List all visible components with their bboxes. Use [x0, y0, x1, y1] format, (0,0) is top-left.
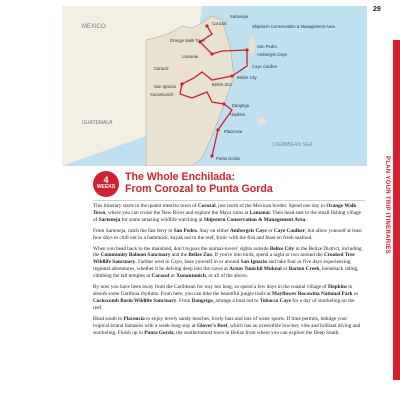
map-corozal: Corozal [212, 21, 227, 26]
itinerary-title [125, 171, 273, 195]
place-name: Cockscomb Basin Wildlife Sanctuary [93, 297, 177, 304]
text-run: . From [176, 297, 192, 304]
place-name: Orange Walk Town [93, 203, 357, 216]
text-run: and the [170, 252, 189, 259]
text-run: . If you're into birds, spend a night or two around the [211, 252, 324, 259]
text-run: to enjoy lovely sandy beaches, lively bars and lots of water sports. If time permits, indulge your tropical-island fantasies with a week-long stay at [93, 315, 348, 329]
text-run: , arrange a boat out to [212, 297, 260, 304]
text-run: , which has an irresistible low-key vibe and brilliant diving and snorkeling. Finish up in [93, 322, 361, 336]
text-run: When you head back to the mainland, don't bypass the animal-lovers' sights outside [93, 245, 270, 252]
stop-san-pedro [245, 48, 248, 51]
map-orange-walk: Orange Walk Town [170, 38, 206, 43]
paragraph-2 [93, 228, 365, 242]
map-ambergris: Ambergris Caye [257, 52, 288, 57]
stop-san-ignacio [180, 82, 183, 85]
map-xunantunich: Xunantunich [150, 92, 174, 97]
paragraph-1 [93, 203, 365, 224]
place-name: Placencia [123, 315, 145, 322]
place-name: Tobacco Caye [259, 297, 291, 304]
place-name: Sarteneja [98, 216, 121, 223]
place-name: Shipstern Conservation & Management Area [203, 216, 306, 223]
text-run: . Then head east to the small fishing village of [93, 209, 362, 223]
label-mexico: MEXICO [82, 24, 106, 30]
place-name: Glover's Reef [196, 322, 228, 329]
text-run: and take four or five days experiencing regional adventures, whether it be delving deep into the caves at [93, 259, 351, 273]
place-name: Community Baboon Sanctuary [100, 252, 171, 259]
stop-belize-city [230, 74, 233, 77]
text-run: From Sarteneja, catch the fast ferry to [93, 227, 174, 234]
map-san-ignacio: San Ignacio [154, 84, 177, 89]
text-run: . Farther west in Cayo, base yourself in or around [135, 259, 241, 266]
place-name: Mayflower Bocawina National Park [272, 290, 353, 297]
stop-punta-gorda [210, 154, 213, 157]
text-run: , just north of the Mexican border. Spend one day in [215, 203, 327, 209]
text-run: , where you can cruise the New River and explore the Maya ruins at [105, 209, 250, 216]
map-sarteneja: Sarteneja [230, 14, 248, 19]
place-name: Crooked Tree Wildlife Sanctuary [93, 252, 355, 266]
glovers-reef-shape [257, 118, 267, 124]
itinerary-body [93, 203, 365, 340]
map-san-pedro: San Pedro [257, 44, 277, 49]
text-run: or [352, 290, 359, 297]
paragraph-3 [93, 246, 365, 281]
place-name: Corozal [197, 203, 216, 209]
map-lamanai: Lamanai [182, 54, 199, 59]
text-run: , the southernmost town in Belize from where you can explore the Deep South. [173, 329, 340, 336]
place-name: Xunantunich [176, 273, 206, 280]
map-shipstern: Shipstern Conservation & Management Area [252, 24, 335, 29]
paragraph-4 [93, 284, 365, 312]
place-name: San Ignacio [240, 259, 268, 266]
title-divider [93, 200, 365, 201]
text-run: . Stay on either [196, 227, 230, 234]
place-name: Caye Caulker [273, 227, 305, 234]
text-run: or [169, 273, 177, 280]
map-zoo: Belize Zoo [212, 82, 232, 87]
text-run: Head south to [93, 315, 124, 322]
text-run: for some amazing wildlife watching at [120, 216, 204, 223]
stop-placencia [216, 128, 219, 131]
map-placencia: Placencia [224, 129, 243, 134]
badge-number: 4 [103, 175, 109, 185]
place-name: Ambergris Caye [229, 227, 267, 234]
place-name: Caracol [151, 273, 170, 280]
text-run: This itinerary starts in the quaint mestizo town of [93, 203, 198, 209]
itinerary-map [62, 6, 367, 166]
map-hopkins: Hopkins [230, 112, 246, 117]
place-name: Belize City [269, 245, 295, 252]
page-number: 29 [373, 6, 381, 13]
text-run: By now you have been away from the Caribbean for way too long, so spend a few days in the coastal village of [93, 284, 329, 291]
map-punta-gorda: Punta Gorda [216, 156, 240, 161]
duration-badge [93, 171, 119, 197]
title-line-2: From Corozal to Punta Gorda [125, 183, 273, 195]
label-caribbean: CARIBBEAN SEA [272, 142, 313, 148]
place-name: Actun Tunichil Muknal [229, 266, 282, 273]
badge-unit: WEEKS [96, 184, 116, 190]
stop-dangriga [222, 102, 225, 105]
text-run: . [305, 216, 307, 223]
side-tab-bar [393, 40, 400, 380]
place-name: Lamanai [249, 209, 270, 216]
stop-lamanai [210, 52, 213, 55]
title-line-1: The Whole Enchilada: [125, 171, 236, 183]
place-name: Punta Gorda [144, 329, 174, 336]
map-belize-city: Belize City [237, 75, 257, 80]
side-tab-text: PLAN YOUR TRIP ITINERARIES [384, 156, 390, 254]
label-guatemala: GUATEMALA [82, 120, 113, 126]
paragraph-5 [93, 316, 365, 337]
place-name: Hopkins [328, 284, 348, 291]
map-caye-caulker: Caye Caulker [252, 64, 278, 69]
place-name: Dangriga [191, 297, 213, 304]
text-run: for a day of snorkeling on the reef. [93, 297, 355, 311]
side-tab-label [382, 115, 392, 295]
place-name: Barton Creek [288, 266, 320, 273]
text-run: in the Belize District, including the [93, 245, 362, 259]
stop-corozal [205, 24, 208, 27]
text-run: , but allow yourself at least four days to chill out in a hammock, kayak out to the reef, frolic with the fish and feast on fresh seafood. [93, 227, 362, 241]
ambergris-caye-shape [249, 36, 255, 56]
text-run: to absorb some Garifuna rhythms. From here, you can hike the beautiful jungle trails at [93, 284, 353, 297]
text-run: or [266, 227, 274, 234]
place-name: Belize Zoo [188, 252, 212, 259]
text-run: , horseback riding, climbing the tall temples at [93, 266, 359, 280]
text-run: , or all of the above. [205, 273, 248, 280]
map-caracol: Caracol [154, 66, 169, 71]
place-name: San Pedro [173, 227, 197, 234]
map-dangriga: Dangriga [232, 103, 249, 108]
text-run: or [281, 266, 289, 273]
